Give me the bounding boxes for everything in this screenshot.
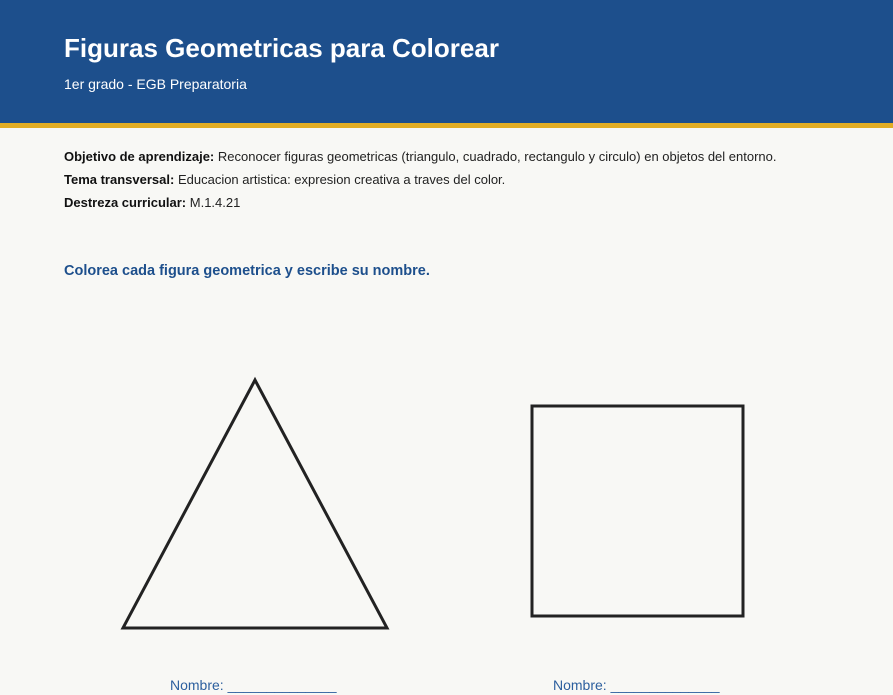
page-title: Figuras Geometricas para Colorear (64, 33, 499, 63)
theme-label: Tema transversal: (64, 172, 175, 187)
objective-label: Objetivo de aprendizaje: (64, 149, 215, 164)
square-name-field: Nombre: ______________ (553, 677, 720, 693)
instruction-text: Colorea cada figura geometrica y escribe su nombre. (64, 263, 430, 279)
triangle-name-field: Nombre: ______________ (170, 677, 337, 693)
theme-text: Educacion artistica: expresion creativa a traves del color. (177, 172, 506, 187)
square-outline (532, 406, 743, 616)
page-subtitle: 1er grado - EGB Preparatoria (64, 76, 247, 92)
skill-label: Destreza curricular: (64, 195, 187, 210)
skill-text: M.1.4.21 (189, 195, 241, 210)
objective-text: Reconocer figuras geometricas (triangulo, cuadrado, rectangulo y circulo) en objetos del entorno. (217, 149, 777, 164)
triangle-outline (123, 380, 387, 628)
